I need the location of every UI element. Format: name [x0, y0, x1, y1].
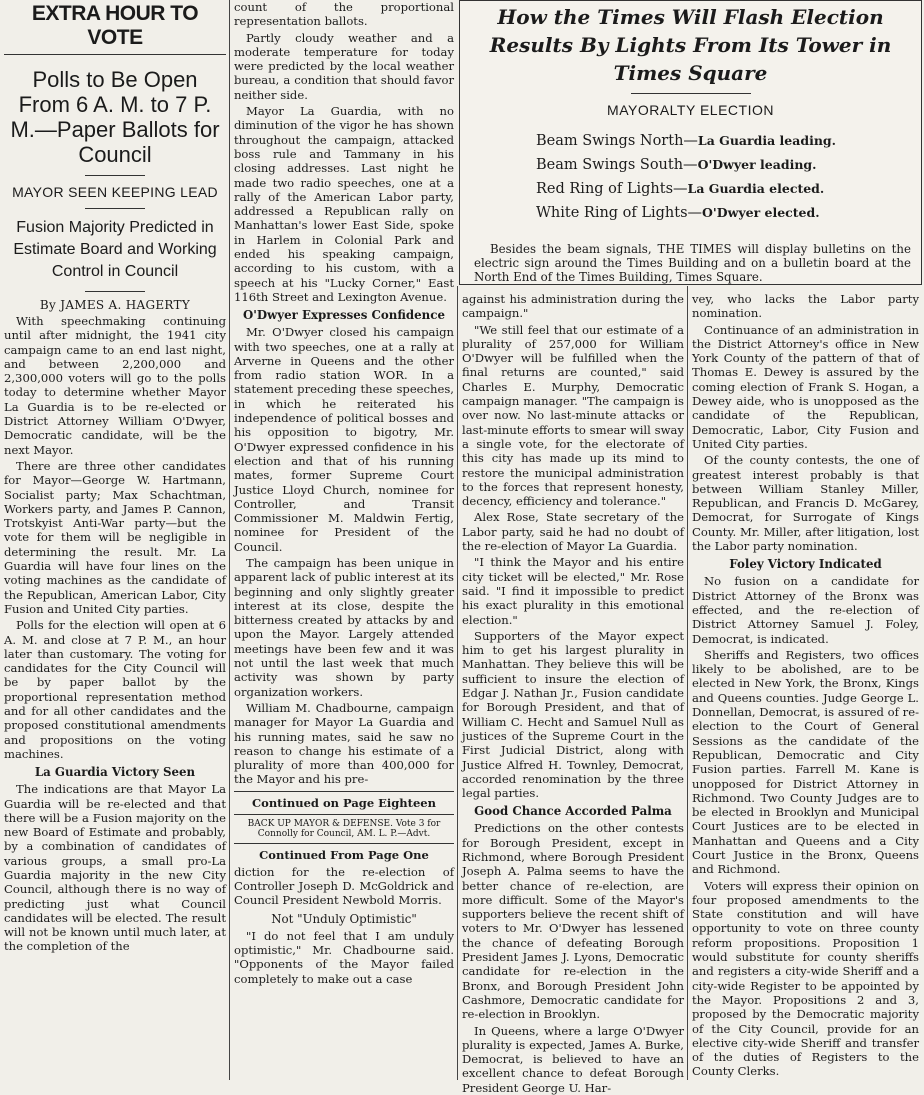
paragraph: Supporters of the Mayor expect him to get his largest plurality in Manhattan. They believe this will be sufficient to insure the election of Edgar J. Nathan Jr., Fusion candidate for Borough President, and that of William C. Hecht and Samuel Null as justices of the Supreme Court in the First Judicial District, along with Justice Alfred H. Townley, Democrat, accorded renomination by the three legal parties.	[462, 628, 684, 801]
byline: By JAMES A. HAGERTY	[39, 298, 191, 312]
divider	[234, 814, 454, 815]
paragraph: No fusion on a candidate for District Attorney of the Bronx was effected, and the re-election of District Attorney Samuel J. Foley, Democrat, is indicated.	[692, 574, 919, 646]
signal-row	[536, 156, 921, 174]
mayoralty-heading: MAYORALTY ELECTION	[607, 102, 774, 118]
column-rule	[687, 286, 688, 1080]
paragraph: count of the proportional representation ballots.	[234, 0, 454, 29]
signal-row	[536, 132, 921, 150]
paragraph: "I think the Mayor and his entire city ticket will be elected," Mr. Rose said. "I find it impossible to predict his exact plurality in this emotional election."	[462, 555, 684, 627]
paragraph: There are three other candidates for Mayor—George W. Hartmann, Socialist party; Max Schachtman, Workers party, and James P. Cannon, Trotskyist Anti-War party—but the vote for them will be negligible in determining the result. Mr. La Guardia will have four lines on the voting machines as the candidate of the Republican, American Labor, City Fusion and United City parties.	[4, 458, 226, 616]
paragraph: Polls for the election will open at 6 A. M. and close at 7 P. M., an hour later than customary. The voting for candidates for the City Council will be by paper ballot by the proportional representation method and for all other candidates and the proposed constitutional amendments and propositions on the voting machines.	[4, 618, 226, 761]
signal-row	[536, 204, 921, 222]
signal-light: White Ring of Lights—	[536, 205, 703, 221]
signal-light: Red Ring of Lights—	[536, 181, 688, 197]
paragraph: against his administration during the campaign."	[462, 292, 684, 321]
paragraph: The indications are that Mayor La Guardia will be re-elected and that there will be a Fusion majority on the new Board of Estimate and probably, by a combination of candidates of various groups, a small pro-La Guardia majority in the new City Council, although there is no way of predicting just what Council candidates will be elected. The result will not be known until much later, at the completion of the	[4, 782, 226, 954]
divider	[85, 291, 145, 292]
signal-light: Beam Swings South—	[536, 157, 698, 173]
paragraph: The campaign has been unique in apparent lack of public interest at its beginning and only slightly greater interest at its close, despite the bitterness created by attacks by and upon the Mayor. Largely attended meetings have been few and it was not until the last week that much activity was shown by party organization workers.	[234, 555, 454, 699]
divider	[85, 175, 145, 176]
paragraph: Of the county contests, the one of greatest interest probably is that between William Stanley Miller, Republican, and Francis D. McGarey, Democrat, for Surrogate of Kings County. Mr. Miller, after litigation, lost the Labor party nomination.	[692, 453, 919, 554]
paragraph: William M. Chadbourne, campaign manager for Mayor La Guardia and his running mates, said he saw no reason to change his estimate of a plurality of more than 400,000 for the Mayor and his pre-	[234, 700, 454, 787]
paragraph: Voters will express their opinion on four proposed amendments to the State constitution and will have opportunity to vote on three county reform propositions. Proposition 1 would substitute for county sheriffs and registers a city-wide Sheriff and a city-wide Register to be appointed by the Mayor. Propositions 2 and 3, proposed by the Democratic majority of the City Council, provide for an elective city-wide Sheriff and transfer of the duties of Registers to the County Clerks.	[692, 878, 919, 1079]
headline: EXTRA HOUR TO VOTE	[31, 2, 199, 49]
subhead-odwyer-confidence: O'Dwyer Expresses Confidence	[243, 308, 445, 323]
divider	[631, 93, 751, 94]
banner-note: Besides the beam signals, THE TIMES will display bulletins on the electric sign around the Times Building and on a bulletin board at the North End of the Times Building, Times Square.	[474, 242, 911, 284]
paragraph: Alex Rose, State secretary of the Labor party, said he had no doubt of the re-election of Mayor La Guardia.	[462, 510, 684, 554]
paragraph: With speechmaking continuing until after midnight, the 1941 city campaign came to an end last night, and between 2,200,000 and 2,300,000 voters will go to the polls today to determine whether Mayor La Guardia is to be re-elected or District Attorney William O'Dwyer, Democratic candidate, will be the next Mayor.	[4, 314, 226, 457]
paragraph: "We still feel that our estimate of a plurality of 257,000 for William O'Dwyer will be fulfilled when the final returns are counted," said Charles E. Murphy, Democratic campaign manager. "The campaign is over now. No last-minute attacks or last-minute efforts to smear will sway a single vote, for the electorate of this city has made up its mind to restore the municipal administration to the forces that represent honesty, decency, efficiency and tolerance."	[462, 322, 684, 509]
column-1	[4, 0, 226, 1080]
paragraph: In Queens, where a large O'Dwyer plurality is expected, James A. Burke, Democrat, is believed to have an excellent chance to defeat Borough President George U. Har-	[462, 1023, 684, 1095]
paragraph: Mr. O'Dwyer closed his campaign with two speeches, one at a rally at Arverne in Queens and the other from radio station WOR. In a statement preceding these speeches, in which he reiterated his independence of political bosses and his opposition to bigotry, Mr. O'Dwyer expressed confidence in his election and that of his running mates, former Supreme Court Justice Lloyd Church, nominee for Controller, and Transit Commissioner M. Maldwin Fertig, nominee for President of the Council.	[234, 325, 454, 554]
signal-light: Beam Swings North—	[536, 133, 698, 149]
divider	[234, 791, 454, 792]
signal-meaning: La Guardia elected.	[687, 181, 825, 196]
signal-meaning: La Guardia leading.	[697, 133, 837, 148]
signal-meaning: O'Dwyer elected.	[702, 205, 820, 220]
divider	[85, 208, 145, 209]
column-rule	[229, 0, 230, 1080]
continued-from-notice: Continued From Page One	[259, 847, 429, 862]
paragraph: Continuance of an administration in the District Attorney's office in New York County of the pattern of that of Thomas E. Dewey is assured by the coming election of Frank S. Hogan, a Dewey aide, who is unopposed as the candidate of the Republican, Democratic, Labor, City Fusion and United City parties.	[692, 322, 919, 451]
signal-row	[536, 180, 921, 198]
advertisement: BACK UP MAYOR & DEFENSE. Vote 3 for Connolly for Council, AM. L. P.—Advt.	[247, 818, 441, 839]
column-2	[234, 0, 454, 1080]
paragraph: Mayor La Guardia, with no diminution of the vigor he has shown throughout the campaign, attacked boss rule and Tammany in his closing addresses. Last night he made two radio speeches, one at a rally of the American Labor party, addressed a Republican rally on Manhattan's lower East Side, spoke in Harlem in Colonial Park and ended his speaking campaign, according to his custom, with a speech at his "Lucky Corner," East 116th Street and Lexington Avenue.	[234, 104, 454, 304]
paragraph: diction for the re-election of Controller Joseph D. McGoldrick and Council President Newbold Morris.	[234, 864, 454, 908]
column-rule	[457, 286, 458, 1080]
subhead-palma: Good Chance Accorded Palma	[474, 804, 672, 819]
deck-fusion-majority: Fusion Majority Predicted in Estimate Board and Working Control in Council	[13, 219, 217, 280]
signal-meaning: O'Dwyer leading.	[697, 157, 817, 172]
deck-mayor-lead: MAYOR SEEN KEEPING LEAD	[12, 184, 218, 200]
paragraph: "I do not feel that I am unduly optimistic," Mr. Chadbourne said. "Opponents of the Mayor failed completely to make out a case	[234, 928, 454, 986]
continued-notice: Continued on Page Eighteen	[252, 795, 436, 810]
subhead-not-optimistic: Not "Unduly Optimistic"	[271, 911, 417, 926]
column-4	[692, 292, 919, 1080]
divider	[234, 843, 454, 844]
divider	[4, 54, 226, 55]
election-lights-box	[459, 0, 922, 285]
subhead-la-guardia-victory: La Guardia Victory Seen	[34, 765, 196, 780]
column-3	[462, 292, 684, 1095]
paragraph: Predictions on the other contests for Borough President, except in Richmond, where Borough President Joseph A. Palma seems to have the better chance of re-election, are more difficult. Some of the Mayor's supporters believe the recent shift of voters to Mr. O'Dwyer has lessened the chance of defeating Borough President James J. Lyons, Democratic candidate for re-election in the Bronx, and Borough President John Cashmore, Democratic candidate for re-election in Brooklyn.	[462, 821, 684, 1022]
paragraph: vey, who lacks the Labor party nomination.	[692, 292, 919, 321]
paragraph: Partly cloudy weather and a moderate temperature for today were predicted by the local weather bureau, a condition that should favor neither side.	[234, 30, 454, 102]
paragraph: Sheriffs and Registers, two offices likely to be abolished, are to be elected in New York, the Bronx, Kings and Queens counties. Judge George L. Donnellan, Democrat, is assured of re-election to the Court of General Sessions as the candidate of the Republican, Democratic and City Fusion parties. Farrell M. Kane is unopposed for District Attorney in Richmond. Two County Judges are to be elected in Brooklyn and Municipal Court Justices are to be elected in Manhattan and Queens and a City Court Justice in the Bronx, Queens and Richmond.	[692, 647, 919, 877]
subhead-foley: Foley Victory Indicated	[729, 557, 882, 572]
deck-polls: Polls to Be Open From 6 A. M. to 7 P. M.—Paper Ballots for Council	[10, 67, 220, 167]
banner-title: How the Times Will Flash Election Results By Lights From Its Tower in Times Square	[489, 5, 892, 85]
